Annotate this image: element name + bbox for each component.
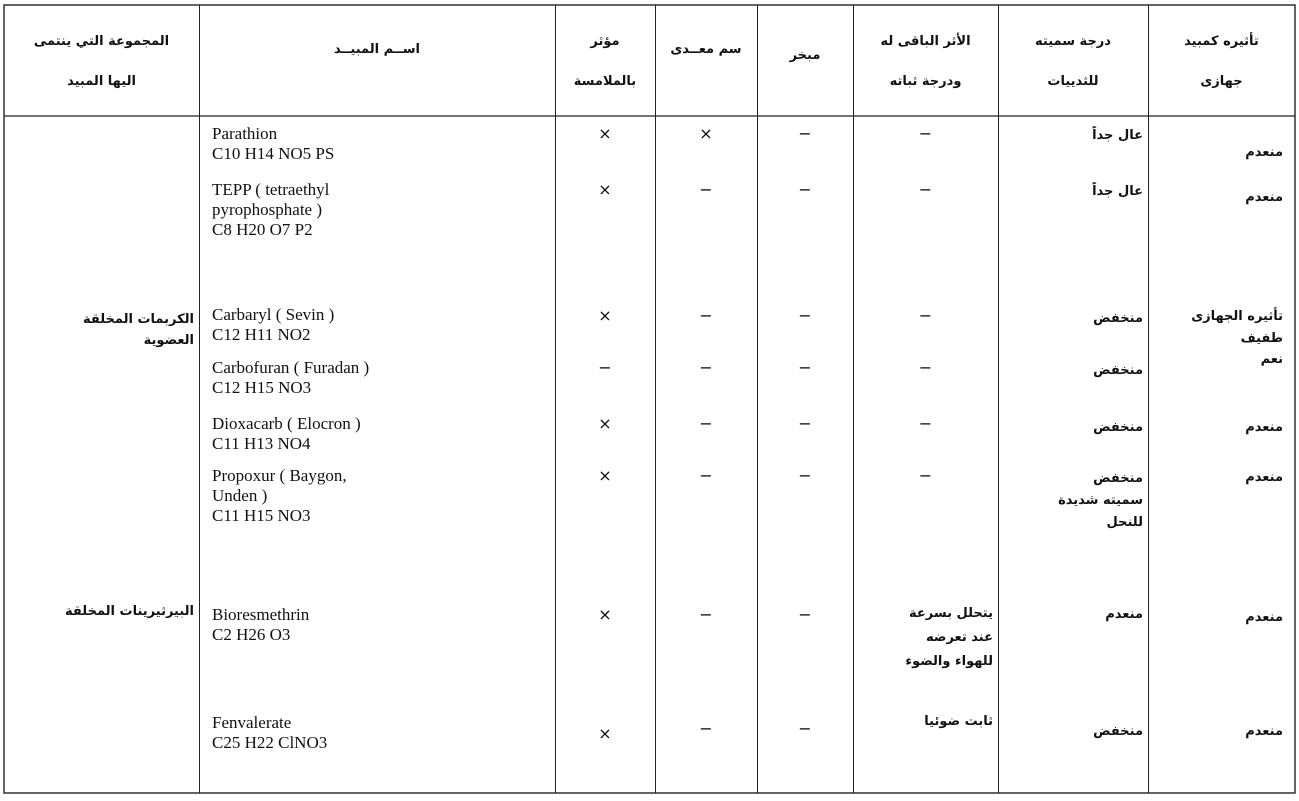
fumigant-mark: − bbox=[798, 414, 812, 433]
pesticide-name: Dioxacarb ( Elocron ) C11 H13 NO4 bbox=[212, 414, 361, 453]
stomach-mark: − bbox=[699, 180, 713, 199]
systemic-value: منعدم bbox=[1245, 610, 1283, 625]
residual-mark: − bbox=[918, 358, 933, 377]
contact-mark: × bbox=[598, 124, 612, 143]
systemic-value: منعدم bbox=[1245, 190, 1283, 205]
stomach-mark: − bbox=[699, 414, 713, 433]
fumigant-mark: − bbox=[798, 605, 812, 624]
toxicity-value: منخفض bbox=[1093, 363, 1143, 378]
stomach-mark: − bbox=[699, 719, 713, 738]
systemic-value: منعدم bbox=[1245, 470, 1283, 485]
stomach-mark: − bbox=[699, 605, 713, 624]
stomach-mark: − bbox=[699, 358, 713, 377]
fumigant-mark: − bbox=[798, 358, 812, 377]
fumigant-mark: − bbox=[798, 719, 812, 738]
systemic-value: منعدم bbox=[1245, 145, 1283, 160]
stomach-mark: − bbox=[699, 466, 713, 485]
header-systemic: تأثيره كمبيد جهازى bbox=[1184, 34, 1259, 89]
contact-mark: × bbox=[598, 306, 612, 325]
systemic-value: منعدم bbox=[1245, 724, 1283, 739]
pesticide-name: Carbofuran ( Furadan ) C12 H15 NO3 bbox=[212, 358, 370, 397]
residual-mark: − bbox=[918, 124, 933, 143]
pesticide-name: Parathion C10 H14 NO5 PS bbox=[212, 124, 335, 163]
toxicity-value: منخفض bbox=[1093, 724, 1143, 739]
toxicity-value: منعدم bbox=[1105, 607, 1143, 622]
pesticide-name: Carbaryl ( Sevin ) C12 H11 NO2 bbox=[212, 305, 335, 344]
contact-mark: − bbox=[598, 358, 612, 377]
systemic-value: منعدم bbox=[1245, 420, 1283, 435]
fumigant-mark: − bbox=[798, 466, 812, 485]
residual-value: ثابت ضوئيا bbox=[924, 714, 993, 729]
systemic-value: تأثيره الجهازى طفيف bbox=[1191, 309, 1283, 346]
toxicity-value: منخفض bbox=[1093, 311, 1143, 326]
group-carbamates: الكربمات المخلقة العضوية bbox=[82, 312, 194, 348]
contact-mark: × bbox=[598, 466, 612, 485]
toxicity-value: منخفض bbox=[1093, 420, 1143, 435]
toxicity-value: منخفض سميته شديدة للنحل bbox=[1058, 471, 1143, 530]
column-divider bbox=[1148, 5, 1149, 793]
header-pesticide-name: اســم المبيــد bbox=[334, 42, 420, 57]
fumigant-mark: − bbox=[798, 306, 812, 325]
residual-mark: − bbox=[918, 306, 933, 325]
contact-mark: × bbox=[598, 414, 612, 433]
header-group: المجموعة التي ينتمى اليها المبيد bbox=[33, 34, 170, 89]
pesticide-name: Propoxur ( Baygon, Unden ) C11 H15 NO3 bbox=[212, 466, 347, 525]
header-fumigant: مبخر bbox=[789, 48, 821, 63]
fumigant-mark: − bbox=[798, 180, 812, 199]
header-contact: مؤثر بالملامسة bbox=[573, 34, 637, 89]
stomach-mark: × bbox=[699, 124, 713, 143]
residual-mark: − bbox=[918, 180, 933, 199]
contact-mark: × bbox=[598, 605, 612, 624]
stomach-mark: − bbox=[699, 306, 713, 325]
residual-value: يتحلل بسرعة عند تعرضه للهواء والضوء bbox=[905, 606, 993, 669]
residual-mark: − bbox=[918, 466, 933, 485]
pesticide-name: Fenvalerate C25 H22 ClNO3 bbox=[212, 713, 328, 752]
contact-mark: × bbox=[598, 180, 612, 199]
toxicity-value: عال جداً bbox=[1092, 184, 1143, 199]
toxicity-value: عال جداً bbox=[1092, 128, 1143, 143]
residual-mark: − bbox=[918, 414, 933, 433]
pesticide-name: TEPP ( tetraethyl pyrophosphate ) C8 H20 O7 P2 bbox=[212, 180, 330, 239]
header-residual: الأثر الباقى له ودرجة ثباته bbox=[880, 34, 971, 89]
systemic-value: نعم bbox=[1260, 352, 1283, 367]
group-pyrethroids: البيرثيرينات المخلقة bbox=[65, 604, 194, 619]
column-divider bbox=[998, 5, 999, 793]
column-divider bbox=[199, 5, 200, 793]
header-mammal-toxicity: درجة سميته للثدييات bbox=[1035, 34, 1111, 89]
fumigant-mark: − bbox=[798, 124, 812, 143]
header-stomach-poison: سم معــدى bbox=[670, 42, 742, 57]
pesticide-name: Bioresmethrin C2 H26 O3 bbox=[212, 605, 310, 644]
contact-mark: × bbox=[598, 724, 612, 743]
